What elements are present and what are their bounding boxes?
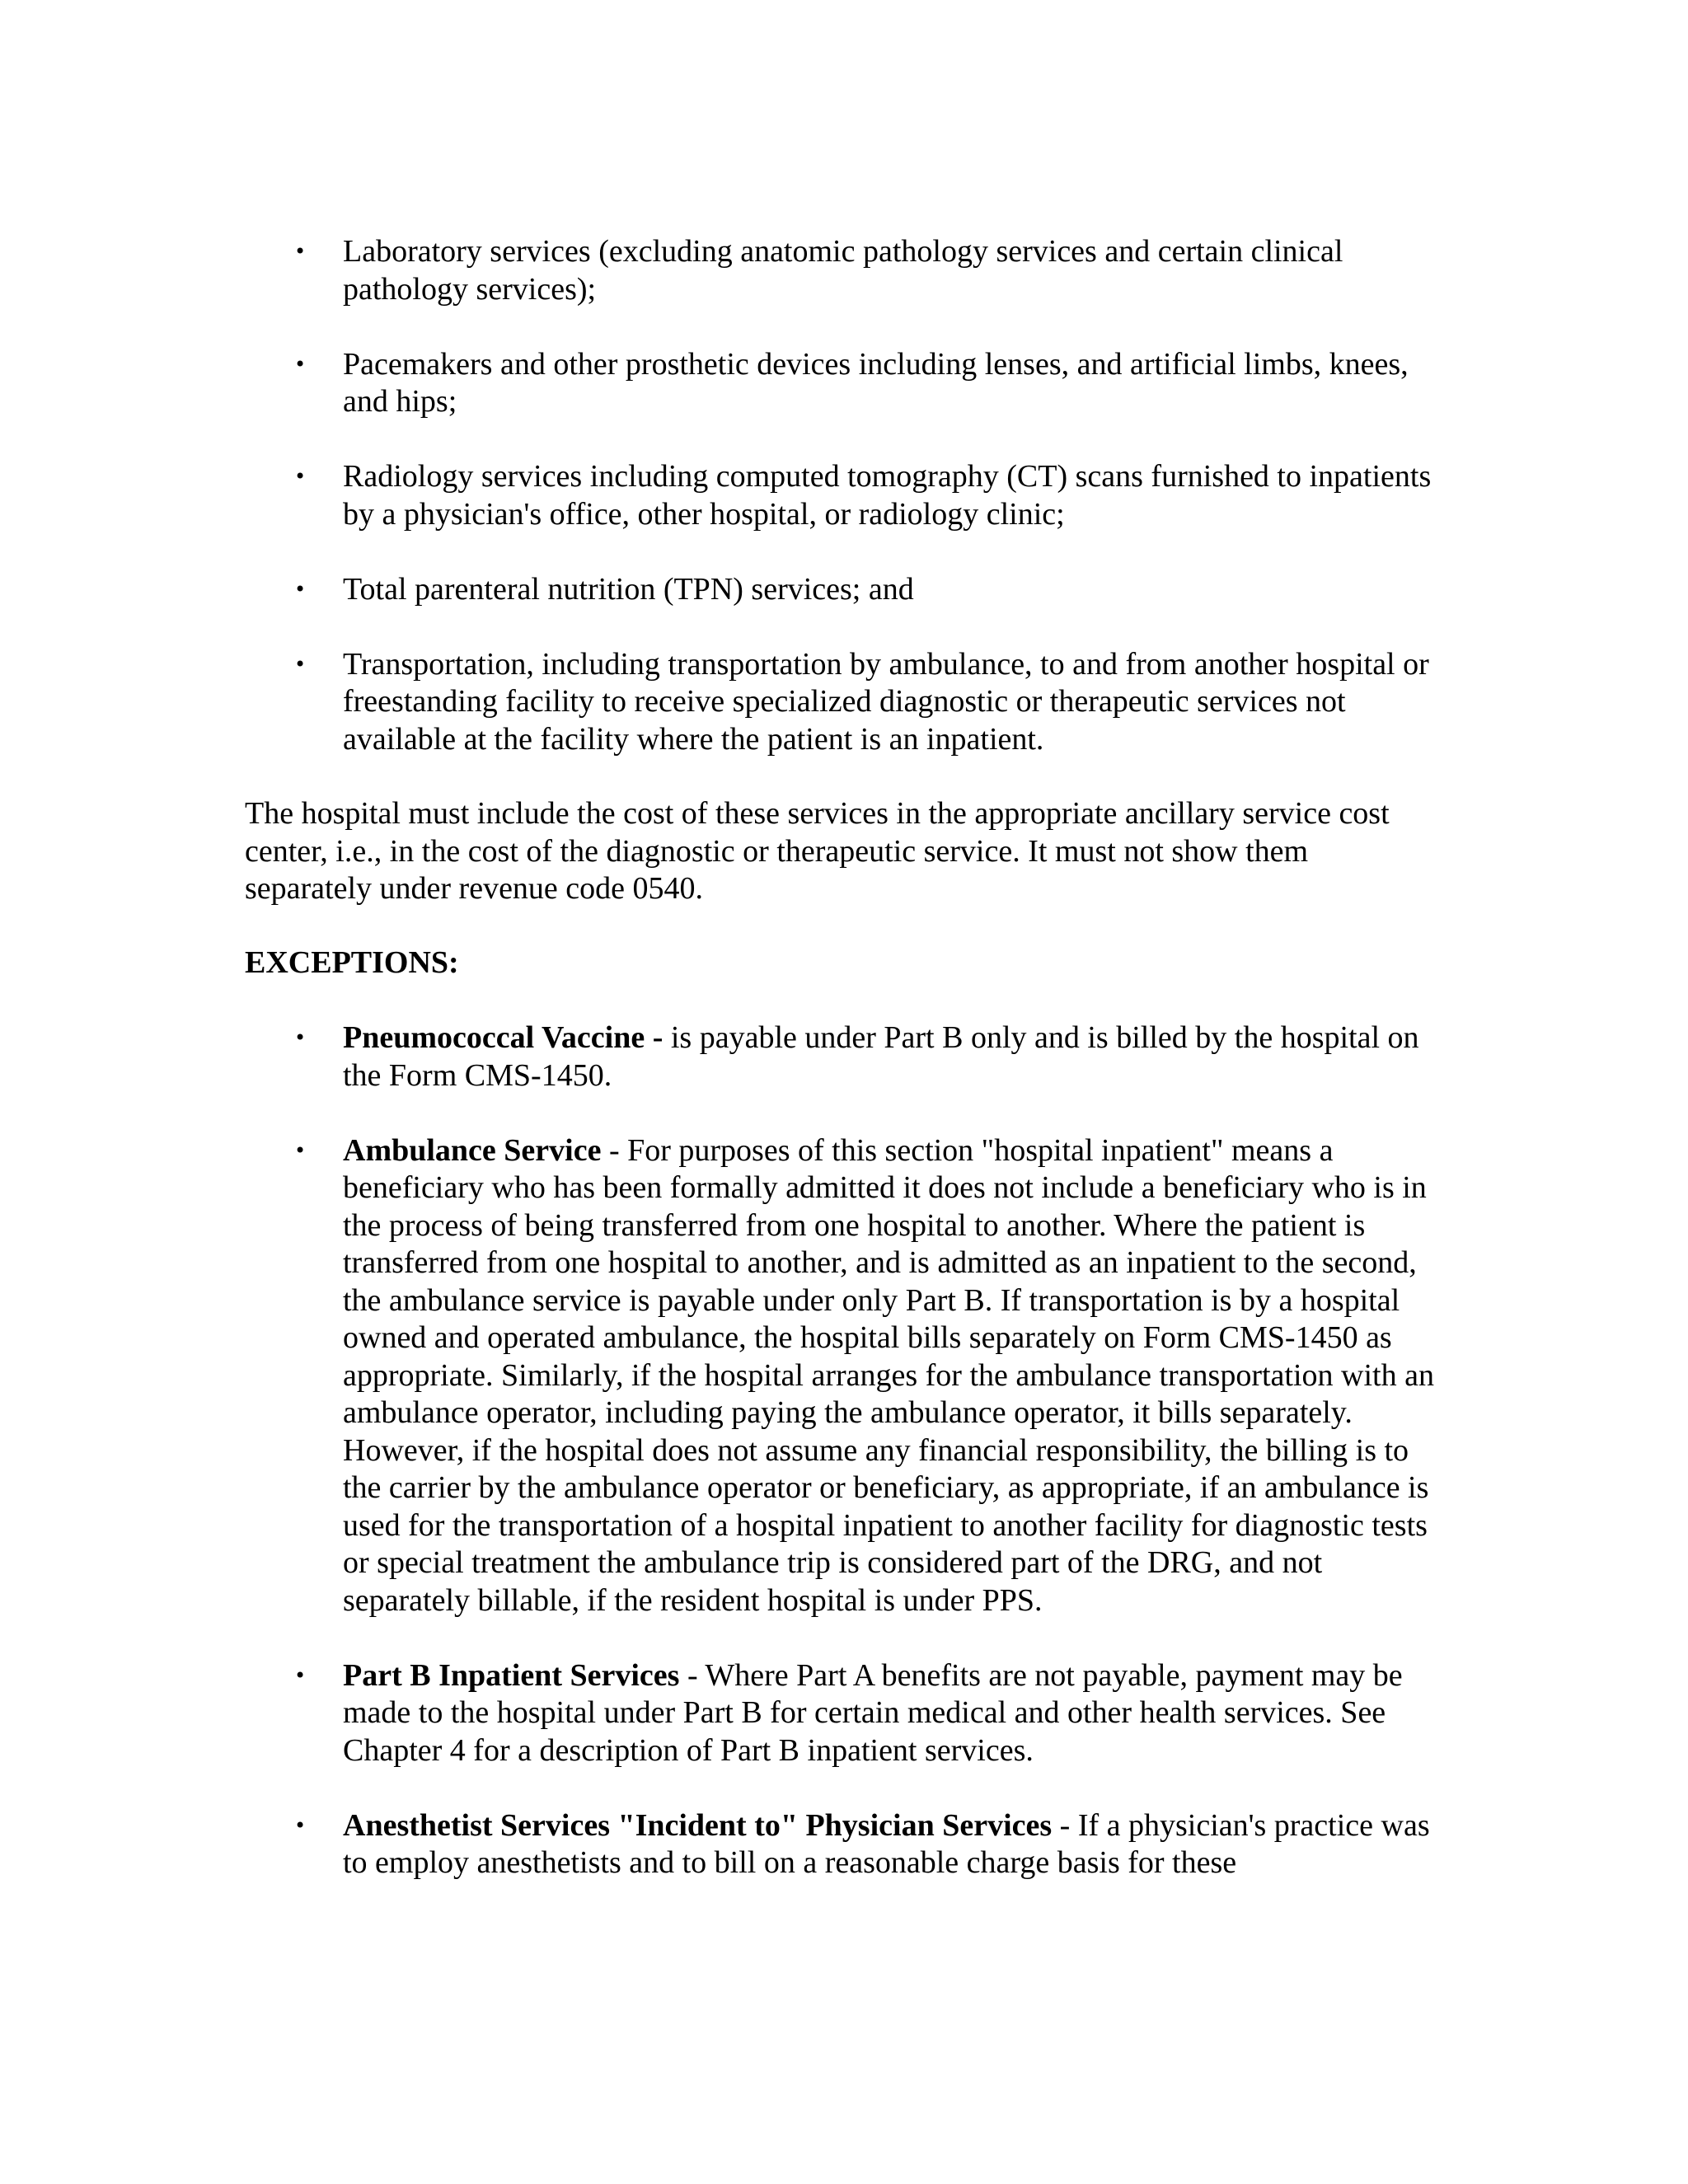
bullet-icon: • — [294, 240, 307, 263]
list-item — [0, 571, 1688, 609]
list-item-text: Pacemakers and other prosthetic devices including lenses, and artificial limbs, knees, and hips; — [343, 346, 1409, 419]
bullet-icon: • — [294, 577, 307, 601]
bullet-icon: • — [294, 352, 307, 376]
list-item — [0, 1807, 1688, 1882]
list-item-text: - Where Part A benefits are not payable, payment may be made to the hospital under Part B for certain medical and other health services. See Chapter 4 for a description of Part B inpatient services. — [343, 1657, 1403, 1768]
bullet-icon: • — [294, 1138, 307, 1162]
bullet-icon: • — [294, 652, 307, 676]
list-item-title: Ambulance Service — [343, 1132, 602, 1168]
cost-center-paragraph: The hospital must include the cost of these services in the appropriate ancillary service cost center, i.e., in the cost of the diagnostic or therapeutic service. It must not show them separately under revenue code 0540. — [245, 796, 1390, 906]
list-item — [0, 1657, 1688, 1770]
exceptions-bullet-list — [0, 1019, 1688, 1882]
list-item-text: Laboratory services (excluding anatomic pathology services and certain clinical pathology services); — [343, 234, 1343, 307]
list-item-text: Transportation, including transportation by ambulance, to and from another hospital or freestanding facility to receive specialized diagnostic or therapeutic services not available at the facility where the patient is an inpatient. — [343, 646, 1429, 757]
list-item — [0, 646, 1688, 759]
bullet-icon: • — [294, 465, 307, 488]
list-item-text: - If a physician's practice was to employ anesthetists and to bill on a reasonable charge basis for these — [343, 1807, 1430, 1880]
list-item — [0, 1132, 1688, 1620]
list-item-title: Pneumococcal Vaccine - — [343, 1020, 663, 1055]
bullet-icon: • — [294, 1026, 307, 1049]
list-item-text: is payable under Part B only and is billed by the hospital on the Form CMS-1450. — [343, 1020, 1419, 1093]
list-item-text: Total parenteral nutrition (TPN) services; and — [343, 571, 914, 607]
bullet-icon: • — [294, 1813, 307, 1837]
list-item — [0, 233, 1688, 308]
list-item — [0, 1019, 1688, 1094]
bullet-icon: • — [294, 1663, 307, 1687]
services-bullet-list — [0, 233, 1688, 758]
list-item — [0, 346, 1688, 421]
list-item-title: Anesthetist Services "Incident to" Physician Services — [343, 1807, 1053, 1843]
list-item-title: Part B Inpatient Services — [343, 1657, 680, 1693]
list-item-text: Radiology services including computed tomography (CT) scans furnished to inpatients by a physician's office, other hospital, or radiology clinic; — [343, 459, 1432, 532]
exceptions-heading: EXCEPTIONS: — [245, 945, 459, 980]
list-item — [0, 458, 1688, 533]
list-item-text: - For purposes of this section "hospital inpatient" means a beneficiary who has been formally admitted it does not include a beneficiary who is in the process of being transferred from one hospital to another. Where the patient is transferred from one hospital to another, and is admitted as an inpatient to the second, the ambulance service is payable under only Part B. If transportation is by a hospital owned and operated ambulance, the hospital bills separately on Form CMS-1450 as appropriate. Similarly, if the hospital arranges for the ambulance transportation with an ambulance operator, including paying the ambulance operator, it bills separately. However, if the hospital does not assume any financial responsibility, the billing is to the carrier by the ambulance operator or beneficiary, as appropriate, if an ambulance is used for the transportation of a hospital inpatient to another facility for diagnostic tests or special treatment the ambulance trip is considered part of the DRG, and not separately billable, if the resident hospital is under PPS. — [343, 1132, 1434, 1618]
